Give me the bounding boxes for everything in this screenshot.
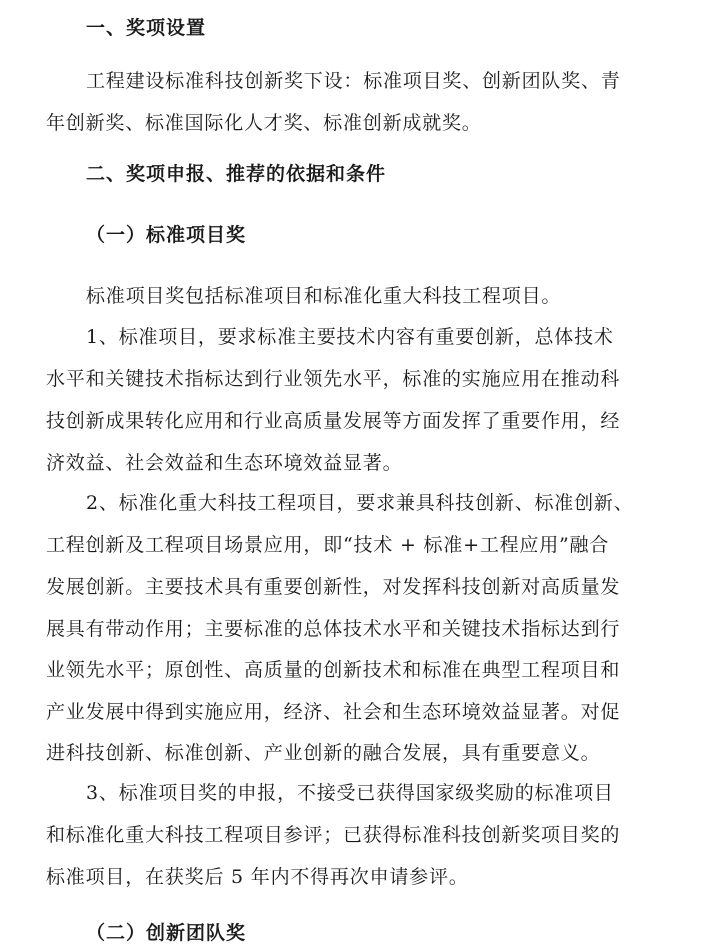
paragraph-line: 2、标准化重大科技工程项目，要求兼具科技创新、标准创新、 (86, 492, 634, 514)
paragraph-line: 进科技创新、标准创新、产业创新的融合发展，具有重要意义。 (46, 742, 601, 764)
paragraph-line: 技创新成果转化应用和行业高质量发展等方面发挥了重要作用，经 (46, 410, 621, 432)
paragraph-line: 年创新奖、标准国际化人才奖、标准创新成就奖。 (46, 112, 482, 134)
subsection-heading-2: （二）创新团队奖 (86, 922, 247, 944)
subsection-heading-1: （一）标准项目奖 (86, 224, 247, 246)
paragraph-line: 发展创新。主要技术具有重要创新性，对发挥科技创新对高质量发 (46, 576, 621, 598)
paragraph-line: 标准项目，在获奖后 5 年内不得再次申请参评。 (46, 866, 469, 888)
paragraph-line: 标准项目奖包括标准项目和标准化重大科技工程项目。 (86, 285, 562, 307)
paragraph-line: 3、标准项目奖的申报，不接受已获得国家级奖励的标准项目 (86, 782, 614, 804)
section-heading-2: 二、奖项申报、推荐的依据和条件 (86, 163, 387, 185)
paragraph-line: 水平和关键技术指标达到行业领先水平，标准的实施应用在推动科 (46, 368, 621, 390)
paragraph-line: 工程创新及工程项目场景应用，即“技术 + 标准+工程应用”融合 (46, 534, 610, 556)
paragraph-line: 和标准化重大科技工程项目参评；已获得标准科技创新奖项目奖的 (46, 824, 621, 846)
paragraph-line: 展具有带动作用；主要标准的总体技术水平和关键技术指标达到行 (46, 618, 621, 640)
paragraph-line: 济效益、社会效益和生态环境效益显著。 (46, 452, 403, 474)
paragraph-line: 工程建设标准科技创新奖下设：标准项目奖、创新团队奖、青 (86, 70, 621, 92)
section-heading-1: 一、奖项设置 (86, 17, 207, 39)
paragraph-line: 产业发展中得到实施应用，经济、社会和生态环境效益显著。对促 (46, 701, 621, 723)
paragraph-line: 1、标准项目，要求标准主要技术内容有重要创新，总体技术 (86, 326, 614, 348)
paragraph-line: 业领先水平；原创性、高质量的创新技术和标准在典型工程项目和 (46, 659, 621, 681)
